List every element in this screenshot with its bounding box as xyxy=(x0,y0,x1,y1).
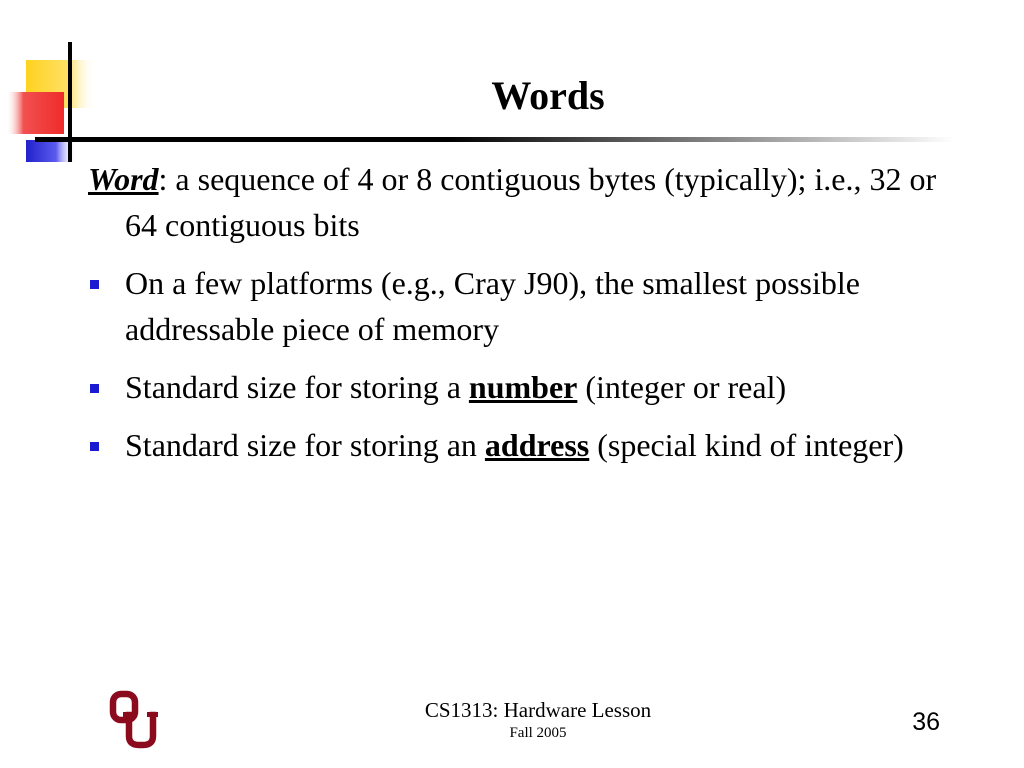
definition-text: : a sequence of 4 or 8 contiguous bytes (typically); i.e., 32 or 64 contiguous bits xyxy=(125,161,937,243)
footer-term: Fall 2005 xyxy=(509,725,567,741)
keyword-number: number xyxy=(468,369,578,405)
bullet-item-address xyxy=(88,422,948,468)
square-bullet-icon xyxy=(90,280,99,289)
page-number: 36 xyxy=(912,708,940,736)
bullet-text-after: (special kind of integer) xyxy=(589,427,904,463)
slide-title: Words xyxy=(491,73,605,118)
bullet-text-before: Standard size for storing a xyxy=(125,369,469,405)
bullet-text-after: (integer or real) xyxy=(577,369,787,405)
definition-term: Word xyxy=(88,161,159,197)
square-bullet-icon xyxy=(90,384,99,393)
title-underline xyxy=(35,137,955,142)
bullet-item-number xyxy=(88,364,948,410)
slide-body xyxy=(88,156,948,480)
bullet-item-platforms xyxy=(88,260,948,352)
footer-course: CS1313: Hardware Lesson xyxy=(424,698,652,722)
ou-logo-icon xyxy=(108,688,158,750)
bullet-text: On a few platforms (e.g., Cray J90), the smallest possible addressable piece of memory xyxy=(125,265,860,347)
bullet-text-before: Standard size for storing an xyxy=(125,427,485,463)
footer xyxy=(390,697,686,743)
keyword-address: address xyxy=(484,427,590,463)
square-bullet-icon xyxy=(90,442,99,451)
word-definition xyxy=(88,156,948,248)
